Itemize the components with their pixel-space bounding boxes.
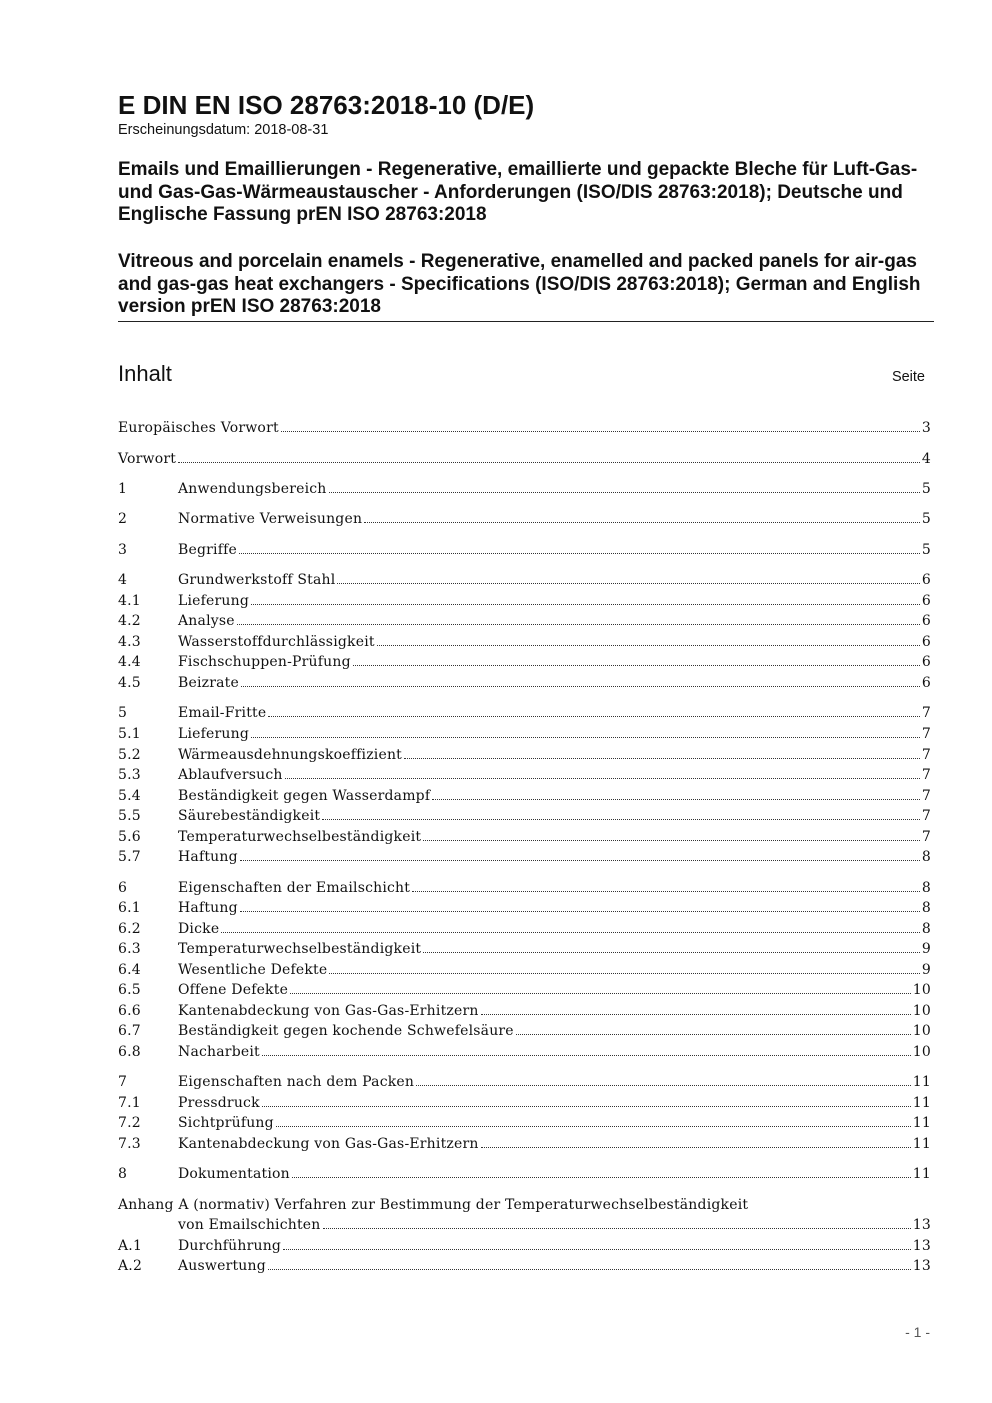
toc-entry-title: Wesentliche Defekte xyxy=(178,962,328,978)
toc-dot-leader xyxy=(221,932,920,933)
toc-entry-number: 8 xyxy=(118,1166,128,1182)
toc-entry-number: 4.4 xyxy=(118,654,141,670)
toc-entry[interactable] xyxy=(118,1195,931,1215)
toc-entry-title: Beständigkeit gegen kochende Schwefelsäure xyxy=(178,1023,514,1039)
toc-entry[interactable] xyxy=(118,652,931,672)
toc-entry-number: 7.2 xyxy=(118,1115,141,1131)
toc-entry-page: 6 xyxy=(921,613,931,629)
toc-entry-page: 7 xyxy=(921,726,931,742)
toc-entry[interactable] xyxy=(118,703,931,723)
toc-entry-page: 8 xyxy=(921,921,931,937)
toc-dot-leader xyxy=(416,1085,911,1086)
toc-entry-page: 8 xyxy=(921,880,931,896)
toc-entry[interactable] xyxy=(118,570,931,590)
toc-entry-title: Eigenschaften nach dem Packen xyxy=(178,1074,415,1090)
toc-dot-leader xyxy=(281,431,920,432)
toc-entry[interactable] xyxy=(118,919,931,939)
toc-dot-leader xyxy=(353,665,920,666)
toc-dot-leader xyxy=(268,1269,911,1270)
toc-entry-number: 6.6 xyxy=(118,1003,141,1019)
toc-entry-page: 11 xyxy=(912,1074,931,1090)
toc-dot-leader xyxy=(364,522,920,523)
toc-dot-leader xyxy=(481,1147,911,1148)
toc-entry-title: Wasserstoffdurchlässigkeit xyxy=(178,634,375,650)
toc-entry-page: 6 xyxy=(921,675,931,691)
toc-entry-number: 5.7 xyxy=(118,849,141,865)
toc-entry-page: 10 xyxy=(912,982,931,998)
toc-entry[interactable] xyxy=(118,632,931,652)
toc-dot-leader xyxy=(239,553,920,554)
toc-entry[interactable] xyxy=(118,1072,931,1092)
toc-entry[interactable] xyxy=(118,847,931,867)
toc-entry-number: 4 xyxy=(118,572,128,588)
toc-dot-leader xyxy=(251,604,920,605)
toc-dot-leader xyxy=(262,1106,911,1107)
toc-entry-page: 13 xyxy=(912,1258,931,1274)
toc-entry-page: 6 xyxy=(921,634,931,650)
toc-entry-number: 5.5 xyxy=(118,808,141,824)
toc-entry-title: Säurebeständigkeit xyxy=(178,808,321,824)
toc-entry-page: 7 xyxy=(921,829,931,845)
toc-entry-number: 6.8 xyxy=(118,1044,141,1060)
toc-entry-number: 6.5 xyxy=(118,982,141,998)
toc-dot-leader xyxy=(329,492,920,493)
toc-entry[interactable] xyxy=(118,1093,931,1113)
toc-entry-page: 9 xyxy=(921,962,931,978)
toc-entry[interactable] xyxy=(118,960,931,980)
toc-dot-leader xyxy=(423,952,920,953)
toc-entry-title: Beizrate xyxy=(178,675,239,691)
toc-dot-leader xyxy=(262,1055,911,1056)
toc-entry-page: 11 xyxy=(912,1095,931,1111)
toc-entry-page: 11 xyxy=(912,1115,931,1131)
toc-entry-number: 7.3 xyxy=(118,1136,141,1152)
toc-entry-number: 6 xyxy=(118,880,128,896)
toc-dot-leader xyxy=(240,860,920,861)
toc-entry-page: 7 xyxy=(921,705,931,721)
toc-entry[interactable] xyxy=(118,611,931,631)
toc-entry-title: Ablaufversuch xyxy=(178,767,283,783)
toc-entry-number: 1 xyxy=(118,481,128,497)
toc-dot-leader xyxy=(377,645,920,646)
toc-dot-leader xyxy=(283,1249,911,1250)
toc-entry[interactable] xyxy=(118,540,931,560)
toc-dot-leader xyxy=(323,1228,911,1229)
toc-dot-leader xyxy=(404,758,920,759)
toc-entry[interactable] xyxy=(118,1164,931,1184)
toc-entry-title: von Emailschichten xyxy=(178,1217,321,1233)
toc-entry-page: 10 xyxy=(912,1003,931,1019)
publication-date: Erscheinungsdatum: 2018-08-31 xyxy=(118,122,329,138)
toc-entry[interactable] xyxy=(118,1113,931,1133)
toc-entry-title: Lieferung xyxy=(178,726,250,742)
toc-entry-number: 2 xyxy=(118,511,128,527)
toc-entry[interactable] xyxy=(118,1256,931,1276)
toc-entry-title: Pressdruck xyxy=(178,1095,260,1111)
toc-entry-title: Durchführung xyxy=(178,1238,282,1254)
toc-entry-number: 6.4 xyxy=(118,962,141,978)
toc-entry-number: 5.6 xyxy=(118,829,141,845)
toc-entry-number: 6.7 xyxy=(118,1023,141,1039)
toc-entry[interactable] xyxy=(118,765,931,785)
toc-entry-title: Begriffe xyxy=(178,542,237,558)
toc-entry-title: Normative Verweisungen xyxy=(178,511,363,527)
toc-entry-page: 11 xyxy=(912,1136,931,1152)
toc-entry-title: Email-Fritte xyxy=(178,705,267,721)
toc-entry[interactable] xyxy=(118,1001,931,1021)
toc-dot-leader xyxy=(329,973,920,974)
toc-entry-number: A.1 xyxy=(118,1238,143,1254)
toc-entry-title: Europäisches Vorwort xyxy=(118,420,279,436)
toc-dot-leader xyxy=(337,583,919,584)
page-number: - 1 - xyxy=(905,1324,930,1340)
toc-entry-title: Auswertung xyxy=(178,1258,266,1274)
toc-entry-page: 10 xyxy=(912,1044,931,1060)
toc-entry[interactable] xyxy=(118,1021,931,1041)
document-title: E DIN EN ISO 28763:2018-10 (D/E) xyxy=(118,90,535,120)
toc-entry-title: Haftung xyxy=(178,849,238,865)
title-english: Vitreous and porcelain enamels - Regenerative, enamelled and packed panels for air-gas and gas-gas heat exchangers - Specifications (ISO/DIS 28763:2018); German and English version prEN ISO 28763:2018 xyxy=(118,251,921,317)
toc-dot-leader xyxy=(322,819,920,820)
toc-entry-title: Beständigkeit gegen Wasserdampf xyxy=(178,788,431,804)
toc-dot-leader xyxy=(412,891,920,892)
toc-entry-page: 3 xyxy=(921,420,931,436)
toc-entry-title: Lieferung xyxy=(178,593,250,609)
toc-entry-title: Nacharbeit xyxy=(178,1044,260,1060)
toc-heading: Inhalt xyxy=(118,361,172,386)
toc-entry-title: Grundwerkstoff Stahl xyxy=(178,572,336,588)
toc-entry-number: 5.4 xyxy=(118,788,141,804)
toc-entry[interactable] xyxy=(118,939,931,959)
toc-entry-title: Vorwort xyxy=(118,451,177,467)
toc-entry-page: 6 xyxy=(921,654,931,670)
toc-entry-number: 4.5 xyxy=(118,675,141,691)
toc-entry-page: 7 xyxy=(921,788,931,804)
toc-page-column-label: Seite xyxy=(891,369,925,385)
toc-entry-number: 4.3 xyxy=(118,634,141,650)
toc-entry-page: 5 xyxy=(921,511,931,527)
toc-dot-leader xyxy=(516,1034,911,1035)
toc-dot-leader xyxy=(432,799,920,800)
toc-entry-page: 5 xyxy=(921,481,931,497)
toc-entry[interactable] xyxy=(118,418,931,438)
toc-entry-page: 5 xyxy=(921,542,931,558)
toc-entry[interactable] xyxy=(118,509,931,529)
toc-entry-title: Temperaturwechselbeständigkeit xyxy=(178,829,422,845)
toc-entry-page: 13 xyxy=(912,1217,931,1233)
toc-entry-number: 5.2 xyxy=(118,747,141,763)
toc-dot-leader xyxy=(178,462,920,463)
toc-entry[interactable] xyxy=(118,1215,931,1235)
toc-entry-title: Sichtprüfung xyxy=(178,1115,274,1131)
toc-entry[interactable] xyxy=(118,724,931,744)
toc-entry-title: Anwendungsbereich xyxy=(178,481,327,497)
toc-entry[interactable] xyxy=(118,1236,931,1256)
toc-dot-leader xyxy=(481,1014,911,1015)
toc-entry-number: 3 xyxy=(118,542,128,558)
toc-entry[interactable] xyxy=(118,673,931,693)
toc-entry[interactable] xyxy=(118,878,931,898)
toc-entry-title: Wärmeausdehnungskoeffizient xyxy=(178,747,402,763)
toc-entry-number: 5.1 xyxy=(118,726,141,742)
toc-dot-leader xyxy=(251,737,920,738)
toc-entry-title: Temperaturwechselbeständigkeit xyxy=(178,941,422,957)
toc-entry-number: 5.3 xyxy=(118,767,141,783)
toc-entry-page: 7 xyxy=(921,767,931,783)
toc-dot-leader xyxy=(240,911,920,912)
toc-entry-number: A.2 xyxy=(118,1258,143,1274)
toc-entry-number: 7.1 xyxy=(118,1095,141,1111)
toc-entry-page: 7 xyxy=(921,808,931,824)
toc-dot-leader xyxy=(237,624,920,625)
toc-entry[interactable] xyxy=(118,1134,931,1154)
toc-entry-page: 9 xyxy=(921,941,931,957)
toc-entry-title: Fischschuppen-Prüfung xyxy=(178,654,351,670)
toc-dot-leader xyxy=(276,1126,911,1127)
toc-entry-number: 4.1 xyxy=(118,593,141,609)
toc-entry[interactable] xyxy=(118,786,931,806)
toc-dot-leader xyxy=(268,716,920,717)
toc-entry-title: Eigenschaften der Emailschicht xyxy=(178,880,411,896)
toc-entry-page: 8 xyxy=(921,900,931,916)
toc-dot-leader xyxy=(241,686,920,687)
toc-entry[interactable] xyxy=(118,827,931,847)
toc-entry-page: 13 xyxy=(912,1238,931,1254)
toc-entry-title: Dokumentation xyxy=(178,1166,290,1182)
toc-entry-title: Analyse xyxy=(178,613,235,629)
toc-entry-page: 10 xyxy=(912,1023,931,1039)
toc-dot-leader xyxy=(285,778,920,779)
toc-entry-number: 4.2 xyxy=(118,613,141,629)
toc-entry-page: 6 xyxy=(921,593,931,609)
title-divider xyxy=(118,321,934,322)
toc-dot-leader xyxy=(290,993,911,994)
toc-entry[interactable] xyxy=(118,449,931,469)
title-german: Emails und Emaillierungen - Regenerative, emaillierte und gepackte Bleche für Luft-Gas- und Gas-Gas-Wärmeaustauscher - Anforderungen (ISO/DIS 28763:2018); Deutsche und Englische Fassung prEN ISO 28763:2018 xyxy=(118,159,918,225)
toc-dot-leader xyxy=(423,840,920,841)
toc-entry[interactable] xyxy=(118,591,931,611)
toc-entry[interactable] xyxy=(118,980,931,1000)
toc-entry-page: 6 xyxy=(921,572,931,588)
toc-entry-title: Kantenabdeckung von Gas-Gas-Erhitzern xyxy=(178,1136,479,1152)
toc-entry[interactable] xyxy=(118,806,931,826)
toc-entry-number: 7 xyxy=(118,1074,128,1090)
toc-entry-title: Haftung xyxy=(178,900,238,916)
toc-entry-page: 11 xyxy=(912,1166,931,1182)
toc-entry-page: 7 xyxy=(921,747,931,763)
toc-entry-number: 5 xyxy=(118,705,128,721)
toc-entry-number: 6.2 xyxy=(118,921,141,937)
toc-entry-number: 6.3 xyxy=(118,941,141,957)
toc-entry[interactable] xyxy=(118,479,931,499)
toc-entry-page: 4 xyxy=(921,451,931,467)
toc-entry-title: Anhang A (normativ) Verfahren zur Bestimmung der Temperaturwechselbeständigkeit xyxy=(118,1197,749,1213)
toc-entry-title: Offene Defekte xyxy=(178,982,289,998)
toc-dot-leader xyxy=(292,1177,911,1178)
toc-entry-number: 6.1 xyxy=(118,900,141,916)
toc-entry-title: Kantenabdeckung von Gas-Gas-Erhitzern xyxy=(178,1003,479,1019)
toc-entry-title: Dicke xyxy=(178,921,220,937)
toc-entry[interactable] xyxy=(118,1042,931,1062)
toc-entry-page: 8 xyxy=(921,849,931,865)
toc-entry[interactable] xyxy=(118,745,931,765)
toc-entry[interactable] xyxy=(118,898,931,918)
